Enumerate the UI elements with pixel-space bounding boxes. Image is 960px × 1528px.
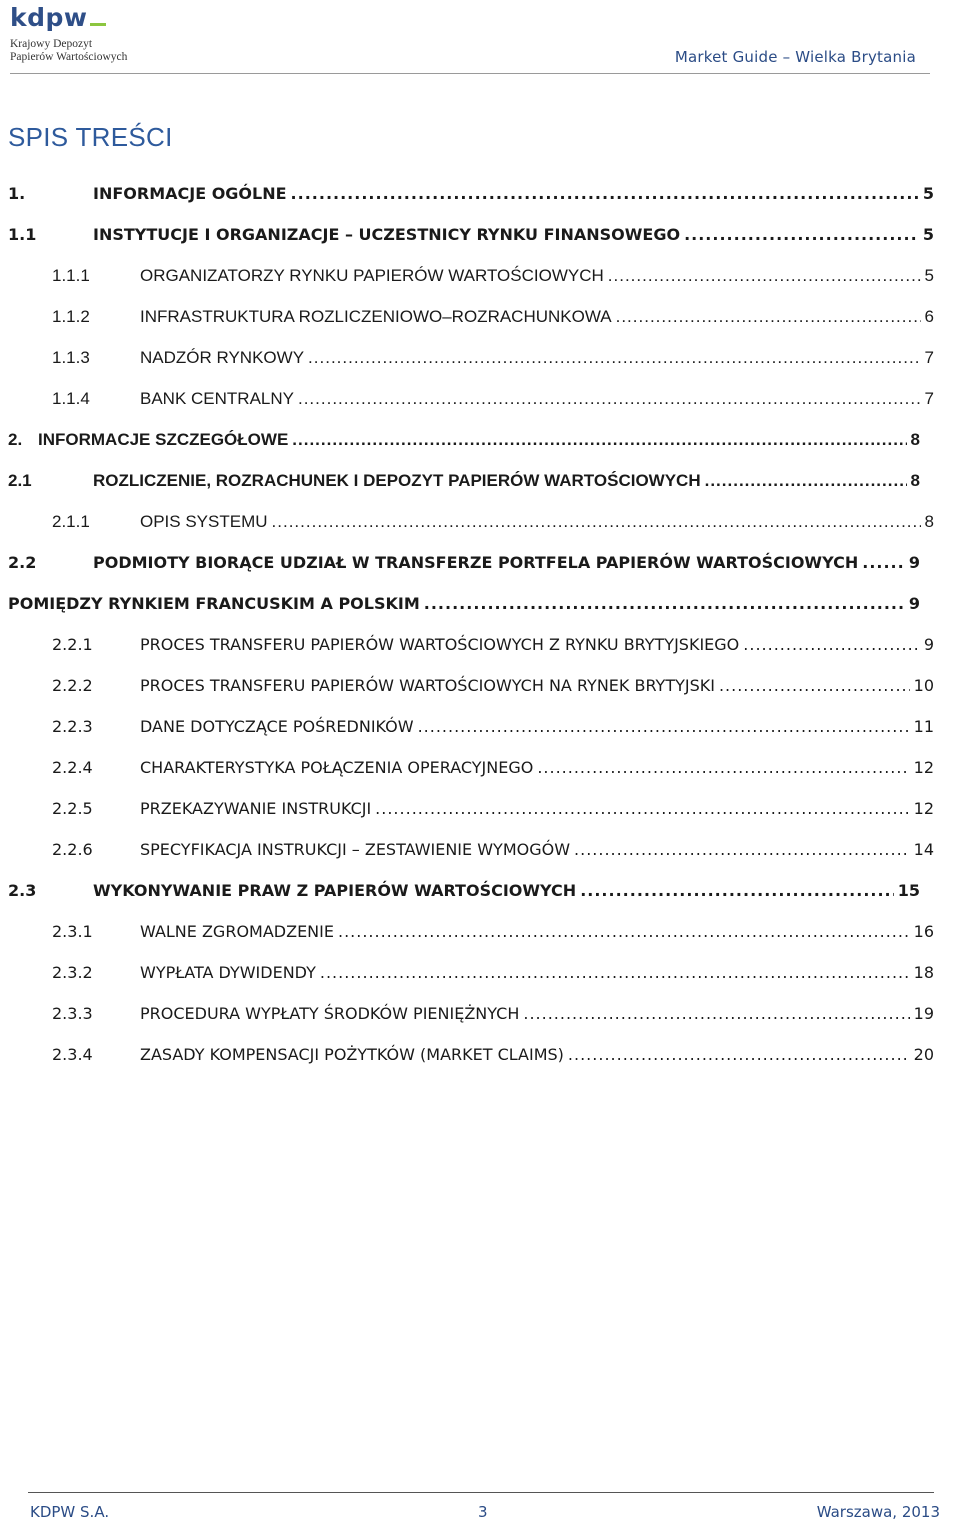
footer-divider (28, 1492, 934, 1493)
toc-entry-number: 2.2.4 (52, 758, 93, 777)
toc-entry-title: PROCEDURA WYPŁATY ŚRODKÓW PIENIĘŻNYCH (140, 1004, 520, 1023)
toc-entry-page: 15 (897, 881, 920, 900)
logo-line-2: Papierów Wartościowych (10, 51, 128, 63)
toc-entry-page: 12 (913, 799, 934, 818)
toc-entry-page: 9 (908, 594, 920, 613)
toc-entry[interactable] (52, 304, 934, 330)
toc-entry[interactable] (8, 468, 934, 494)
toc-entry[interactable] (52, 919, 934, 945)
toc-entry-title: OPIS SYSTEMU (140, 512, 268, 531)
toc-dot-leader (568, 1042, 910, 1068)
toc-entry-title: BANK CENTRALNY (140, 389, 294, 408)
toc-dot-leader (616, 304, 921, 330)
toc-entry[interactable] (8, 591, 934, 617)
toc-entry-title: POMIĘDZY RYNKIEM FRANCUSKIM A POLSKIM (8, 594, 420, 613)
toc-dot-leader (308, 345, 920, 371)
toc-dot-leader (292, 427, 906, 453)
toc-entry-title: DANE DOTYCZĄCE POŚREDNIKÓW (140, 717, 414, 736)
toc-dot-leader (719, 673, 910, 699)
toc-entry-number: 2.2.5 (52, 799, 93, 818)
toc-entry-page: 18 (913, 963, 934, 982)
toc-entry-title: SPECYFIKACJA INSTRUKCJI – ZESTAWIENIE WYMOGÓW (140, 840, 571, 859)
document-header-title: Market Guide – Wielka Brytania (674, 48, 916, 66)
toc-entry-number: 1.1 (8, 225, 37, 244)
toc-entry-page: 7 (924, 348, 934, 367)
toc-entry-title: WYKONYWANIE PRAW Z PAPIERÓW WARTOŚCIOWYCH (93, 881, 577, 900)
toc-dot-leader (580, 878, 894, 904)
toc-entry-title: INSTYTUCJE I ORGANIZACJE – UCZESTNICY RYNKU FINANSOWEGO (93, 225, 681, 244)
toc-dot-leader (338, 919, 910, 945)
toc-entry-number: 2.2.2 (52, 676, 93, 695)
logo-swoosh (90, 23, 106, 26)
toc-entry-page: 12 (913, 758, 934, 777)
toc-dot-leader (272, 509, 921, 535)
toc-entry[interactable] (52, 796, 934, 822)
toc-entry[interactable] (52, 509, 934, 535)
toc-entry[interactable] (8, 222, 934, 248)
toc-entry-title: WYPŁATA DYWIDENDY (140, 963, 316, 982)
toc-entry-title: ZASADY KOMPENSACJI POŻYTKÓW (MARKET CLAIMS) (140, 1045, 564, 1064)
toc-dot-leader (743, 632, 920, 658)
toc-entry[interactable] (52, 837, 934, 863)
footer-page-number: 3 (478, 1503, 488, 1521)
toc-entry-title: INFRASTRUKTURA ROZLICZENIOWO–ROZRACHUNKOWA (140, 307, 612, 326)
toc-entry[interactable] (8, 427, 934, 453)
toc-entry-title: CHARAKTERYSTYKA POŁĄCZENIA OPERACYJNEGO (140, 758, 534, 777)
toc-dot-leader (298, 386, 921, 412)
toc-entry-number: 1.1.2 (52, 307, 90, 326)
toc-entry[interactable] (52, 755, 934, 781)
toc-entry-title: PRZEKAZYWANIE INSTRUKCJI (140, 799, 372, 818)
toc-entry-page: 20 (913, 1045, 934, 1064)
toc-entry-page: 5 (922, 225, 934, 244)
toc-entry-page: 6 (924, 307, 934, 326)
toc-entry-number: 2.1 (8, 471, 32, 490)
toc-entry-number: 1.1.3 (52, 348, 90, 367)
toc-dot-leader (608, 263, 921, 289)
toc-entry-number: 2.3.4 (52, 1045, 93, 1064)
toc-entry-number: 2. (8, 430, 23, 449)
toc-entry-page: 5 (922, 184, 934, 203)
toc-entry[interactable] (8, 550, 934, 576)
toc-dot-leader (418, 714, 910, 740)
toc-entry-page: 5 (924, 266, 934, 285)
toc-entry-title: INFORMACJE OGÓLNE (93, 184, 287, 203)
footer-company: KDPW S.A. (30, 1503, 110, 1521)
toc-entry[interactable] (52, 960, 934, 986)
toc-heading: SPIS TREŚCI (8, 122, 173, 152)
footer-place-date: Warszawa, 2013 (816, 1503, 940, 1521)
logo-mark-text: kdpw (10, 3, 88, 32)
toc-entry-title: PODMIOTY BIORĄCE UDZIAŁ W TRANSFERZE PORTFELA PAPIERÓW WARTOŚCIOWYCH (93, 553, 859, 572)
toc-dot-leader (523, 1001, 909, 1027)
toc-dot-leader (574, 837, 910, 863)
toc-entry-page: 8 (910, 430, 920, 449)
toc-entry-page: 10 (913, 676, 934, 695)
toc-entry-page: 14 (913, 840, 934, 859)
toc-entry-page: 9 (908, 553, 920, 572)
toc-entry-number: 2.2 (8, 553, 37, 572)
toc-entry[interactable] (8, 181, 934, 207)
toc-entry[interactable] (52, 263, 934, 289)
toc-entry[interactable] (52, 673, 934, 699)
toc-entry-page: 19 (913, 1004, 934, 1023)
toc-entry-page: 9 (923, 635, 934, 654)
toc-entry-number: 2.2.1 (52, 635, 93, 654)
toc-entry-number: 1. (8, 184, 26, 203)
toc-entry-title: PROCES TRANSFERU PAPIERÓW WARTOŚCIOWYCH NA RYNEK BRYTYJSKI (140, 676, 715, 695)
toc-dot-leader (537, 755, 909, 781)
toc-entry[interactable] (52, 386, 934, 412)
toc-entry-page: 11 (913, 717, 934, 736)
toc-dot-leader (320, 960, 910, 986)
toc-entry-page: 7 (924, 389, 934, 408)
toc-dot-leader (424, 591, 905, 617)
toc-entry-number: 2.3.2 (52, 963, 93, 982)
toc-entry-number: 2.1.1 (52, 512, 90, 531)
logo-line-1: Krajowy Depozyt (10, 38, 93, 50)
toc-entry-page: 8 (924, 512, 934, 531)
toc-entry-title: PROCES TRANSFERU PAPIERÓW WARTOŚCIOWYCH Z RYNKU BRYTYJSKIEGO (140, 635, 740, 654)
toc-entry-title: NADZÓR RYNKOWY (140, 348, 305, 367)
header-divider (10, 73, 930, 74)
toc-entry-title: INFORMACJE SZCZEGÓŁOWE (38, 430, 289, 449)
toc-entry[interactable] (52, 1042, 934, 1068)
toc-entry-number: 2.2.6 (52, 840, 93, 859)
toc-entry-number: 1.1.4 (52, 389, 90, 408)
toc-entry[interactable] (52, 345, 934, 371)
toc-entry[interactable] (52, 714, 934, 740)
toc-entry-number: 2.3 (8, 881, 37, 900)
kdpw-logo (10, 4, 160, 68)
toc-entry-title: ROZLICZENIE, ROZRACHUNEK I DEPOZYT PAPIERÓW WARTOŚCIOWYCH (93, 471, 701, 490)
page-footer (0, 1503, 960, 1523)
toc-dot-leader (291, 181, 919, 207)
toc-entry-number: 2.2.3 (52, 717, 93, 736)
toc-entry-number: 2.3.1 (52, 922, 93, 941)
toc-dot-leader (375, 796, 909, 822)
toc-entry-number: 2.3.3 (52, 1004, 93, 1023)
toc-entry-title: ORGANIZATORZY RYNKU PAPIERÓW WARTOŚCIOWYCH (140, 266, 604, 285)
toc-entry-number: 1.1.1 (52, 266, 90, 285)
toc-dot-leader (684, 222, 919, 248)
toc-entry-page: 8 (910, 471, 920, 490)
toc-entry[interactable] (52, 1001, 934, 1027)
toc-entry-page: 16 (913, 922, 934, 941)
toc-dot-leader (862, 550, 905, 576)
toc-entry[interactable] (8, 878, 934, 904)
toc-dot-leader (705, 468, 907, 494)
toc-entry-title: WALNE ZGROMADZENIE (140, 922, 334, 941)
toc-entry[interactable] (52, 632, 934, 658)
